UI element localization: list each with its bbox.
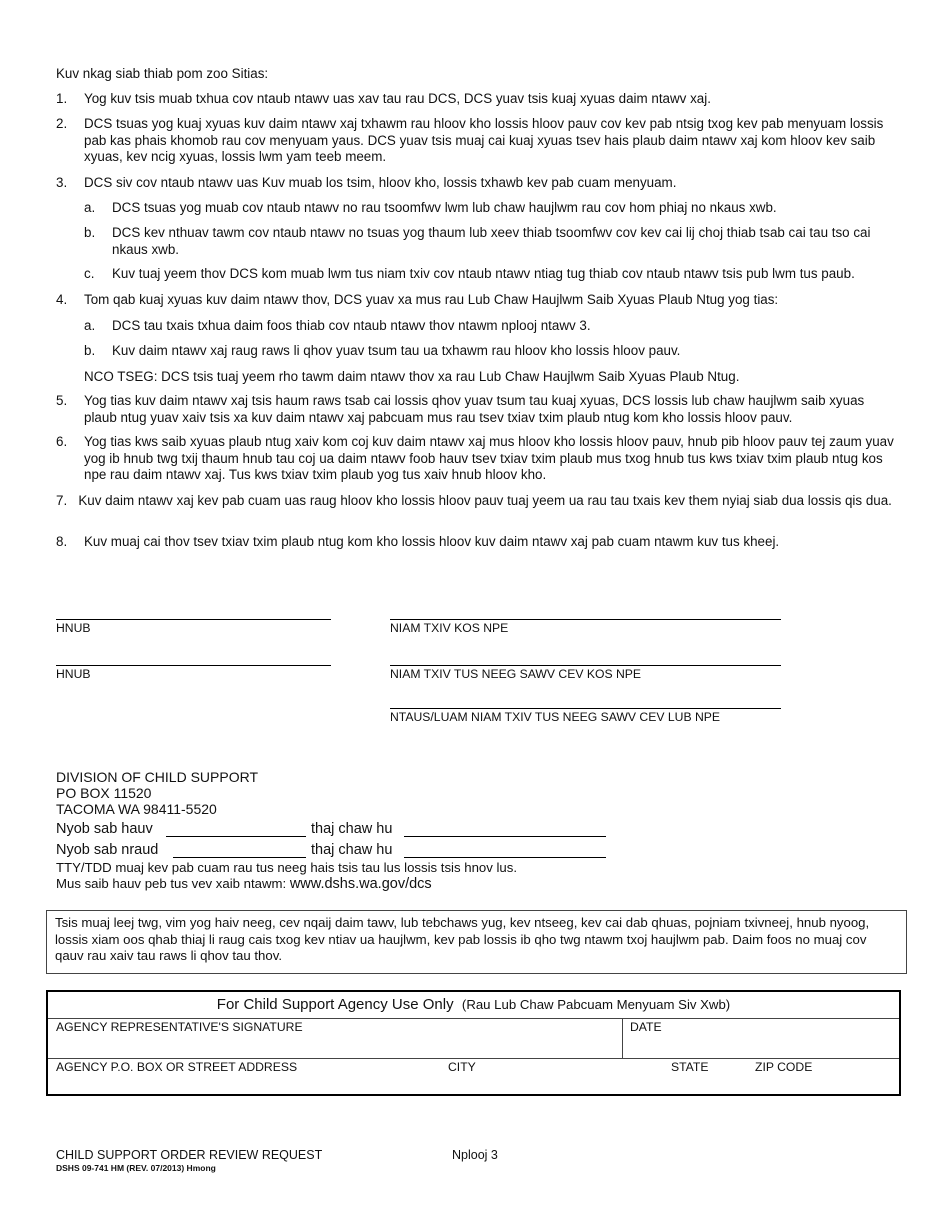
item-number: 5. bbox=[56, 393, 68, 408]
form-id: DSHS 09-741 HM (REV. 07/2013) Hmong bbox=[56, 1163, 216, 1173]
rep-signature-label: NIAM TXIV TUS NEEG SAWV CEV KOS NPE bbox=[390, 667, 642, 681]
area-code-field-2[interactable] bbox=[404, 841, 606, 858]
address-line-1: DIVISION OF CHILD SUPPORT bbox=[56, 769, 258, 785]
agency-zip-label: ZIP CODE bbox=[755, 1060, 813, 1074]
item-number: 1. bbox=[56, 91, 68, 106]
item-text: Yog kuv tsis muab txhua cov ntaub ntawv uas xav tau rau DCS, DCS yuav tsis kuaj xyuas daim ntawv xaj. bbox=[84, 91, 711, 106]
item-text: DCS tau txais txhua daim foos thiab cov ntaub ntawv thov ntawm nplooj ntawv 3. bbox=[112, 318, 591, 333]
agency-rep-signature-label: AGENCY REPRESENTATIVE'S SIGNATURE bbox=[56, 1020, 303, 1034]
agency-use-box bbox=[46, 990, 901, 1096]
phone-outside-field[interactable] bbox=[173, 841, 306, 858]
phone-label-inside: Nyob sab hauv bbox=[56, 821, 153, 837]
page-number: Nplooj 3 bbox=[452, 1148, 498, 1162]
phone-label-outside: Nyob sab nraud bbox=[56, 842, 159, 858]
form-title: CHILD SUPPORT ORDER REVIEW REQUEST bbox=[56, 1148, 323, 1162]
agency-box-header bbox=[48, 992, 899, 1019]
list-item-7 bbox=[56, 493, 896, 510]
item-number: 6. bbox=[56, 434, 68, 449]
item-text: Yog tias kws saib xyuas plaub ntug xaiv kom coj kuv daim ntawv xaj mus hloov kho lossis hloov pauv, hnub pib hloov pauv tej zaum yuav yog ib hnub twg txij thaum hnub tau coj ua daim ntawv foob hauv tsev txiav txim plaub mus txog hnub tus kws txiav txim plaub ntug kos npe rau daim ntawv xaj. Tus kws txiav txim plaub yog tus xaiv hnub hloov kho. bbox=[84, 434, 894, 482]
agency-box-title: For Child Support Agency Use Only bbox=[216, 996, 454, 1013]
item-text: Yog tias kuv daim ntawv xaj tsis haum raws tsab cai lossis qhov yuav tsum tau kuaj xyuas, DCS lossis lub chaw haujlwm saib xyuas plaub ntug yuav xaiv tsis xa kuv daim ntawv xaj pabcuam mus rau tsev txiav txim plaub ntug kom kho lossis hloov pauv. bbox=[84, 393, 865, 425]
item-text: DCS tsuas yog muab cov ntaub ntawv no rau tsoomfwv lwm lub chaw haujlwm rau cov hom phiaj no nkaus xwb. bbox=[112, 200, 777, 215]
phone-inside-field[interactable] bbox=[166, 820, 306, 837]
intro-text: Kuv nkag siab thiab pom zoo Sitias: bbox=[56, 66, 269, 81]
item-number: 7. bbox=[56, 493, 68, 508]
item-number: 8. bbox=[56, 534, 68, 549]
item-letter: a. bbox=[84, 200, 96, 215]
parent-signature-line[interactable] bbox=[390, 619, 781, 620]
nondiscrimination-notice: Tsis muaj leej twg, vim yog haiv neeg, cev nqaij daim tawv, lub tebchaws yug, kev ntseeg, kev cai dab qhuas, pojniam txivneej, hnub nyoog, lossis xiam oos qhab thiaj li raug cais txog kev ntiav ua haujlwm, kev pab lossis ib qho twg ntawm txoj haujlwm pab. Daim foos no muaj cov qauv rau xaiv tau raws li qhov tau thov. bbox=[46, 910, 907, 974]
address-block bbox=[56, 769, 258, 817]
date-line-1[interactable] bbox=[56, 619, 331, 620]
website-text bbox=[56, 876, 432, 892]
agency-col-divider bbox=[622, 1018, 623, 1058]
agency-date-label: DATE bbox=[630, 1020, 662, 1034]
date-label-2: HNUB bbox=[56, 667, 91, 681]
item-text: Tom qab kuaj xyuas kuv daim ntawv thov, DCS yuav xa mus rau Lub Chaw Haujlwm Saib Xyuas Plaub Ntug yog tias: bbox=[84, 292, 779, 307]
parent-signature-label: NIAM TXIV KOS NPE bbox=[390, 621, 509, 635]
item-text: DCS tsuas yog kuaj xyuas kuv daim ntawv xaj txhawm rau hloov kho lossis hloov pauv cov kev pab ntsig txog kev pab menyuam lossis pab kas phais khomob rau cov menyuam yaus. DCS yuav tsis muaj cai kuaj xyuas tsev hais plaub daim ntawv xaj kom hloov kev saib xyuas, kev ncig xyuas, lossis lwm yam teeb meem. bbox=[84, 116, 884, 164]
website-prefix: Mus saib hauv peb tus vev xaib ntawm: bbox=[56, 876, 290, 891]
item-text: DCS siv cov ntaub ntawv uas Kuv muab los tsim, hloov kho, lossis txhawb kev pab cuam menyuam. bbox=[84, 175, 677, 190]
item-text: Kuv muaj cai thov tsev txiav txim plaub ntug kom kho lossis hloov kuv daim ntawv xaj pab cuam ntawm kuv tus kheej. bbox=[84, 534, 780, 549]
rep-print-name-line[interactable] bbox=[390, 708, 781, 709]
item-text: Kuv daim ntawv xaj raug raws li qhov yuav tsum tau ua txhawm rau hloov kho lossis hloov pauv. bbox=[112, 343, 681, 358]
area-code-field-1[interactable] bbox=[404, 820, 606, 837]
area-code-label-1: thaj chaw hu bbox=[311, 821, 393, 837]
item-letter: b. bbox=[84, 343, 96, 358]
item-text: Kuv daim ntawv xaj kev pab cuam uas raug hloov kho lossis hloov pauv tuaj yeem ua rau tau txais kev them nyiaj siab dua lossis qis dua. bbox=[78, 493, 892, 508]
agency-row-divider bbox=[48, 1058, 899, 1059]
date-label-1: HNUB bbox=[56, 621, 91, 635]
area-code-label-2: thaj chaw hu bbox=[311, 842, 393, 858]
agency-box-subtitle: (Rau Lub Chaw Pabcuam Menyuam Siv Xwb) bbox=[461, 997, 731, 1012]
item-number: 3. bbox=[56, 175, 68, 190]
item-letter: c. bbox=[84, 266, 95, 281]
note-body: NCO TSEG: DCS tsis tuaj yeem rho tawm daim ntawv thov xa rau Lub Chaw Haujlwm Saib Xyuas Plaub Ntug. bbox=[84, 369, 740, 384]
date-line-2[interactable] bbox=[56, 665, 331, 666]
item-number: 2. bbox=[56, 116, 68, 131]
item-letter: a. bbox=[84, 318, 96, 333]
address-line-3: TACOMA WA 98411-5520 bbox=[56, 801, 217, 817]
tty-text: TTY/TDD muaj kev pab cuam rau tus neeg hais tsis tau lus lossis tsis hnov lus. bbox=[56, 860, 518, 875]
item-letter: b. bbox=[84, 225, 96, 240]
website-link[interactable]: www.dshs.wa.gov/dcs bbox=[289, 876, 432, 892]
item-text: Kuv tuaj yeem thov DCS kom muab lwm tus niam txiv cov ntaub ntawv ntiag tug thiab cov ntaub ntawv tsis pub lwm tus paub. bbox=[112, 266, 855, 281]
address-line-2: PO BOX 11520 bbox=[56, 785, 152, 801]
agency-city-label: CITY bbox=[448, 1060, 476, 1074]
rep-signature-line[interactable] bbox=[390, 665, 781, 666]
agency-address-label: AGENCY P.O. BOX OR STREET ADDRESS bbox=[56, 1060, 298, 1074]
item-text: DCS kev nthuav tawm cov ntaub ntawv no tsuas yog thaum lub xeev thiab tsoomfwv cov kev cai lij choj thiab tsab cai tau tso cai nkaus xwb. bbox=[112, 225, 871, 257]
item-number: 4. bbox=[56, 292, 68, 307]
agency-state-label: STATE bbox=[671, 1060, 709, 1074]
rep-print-name-label: NTAUS/LUAM NIAM TXIV TUS NEEG SAWV CEV LUB NPE bbox=[390, 710, 721, 724]
